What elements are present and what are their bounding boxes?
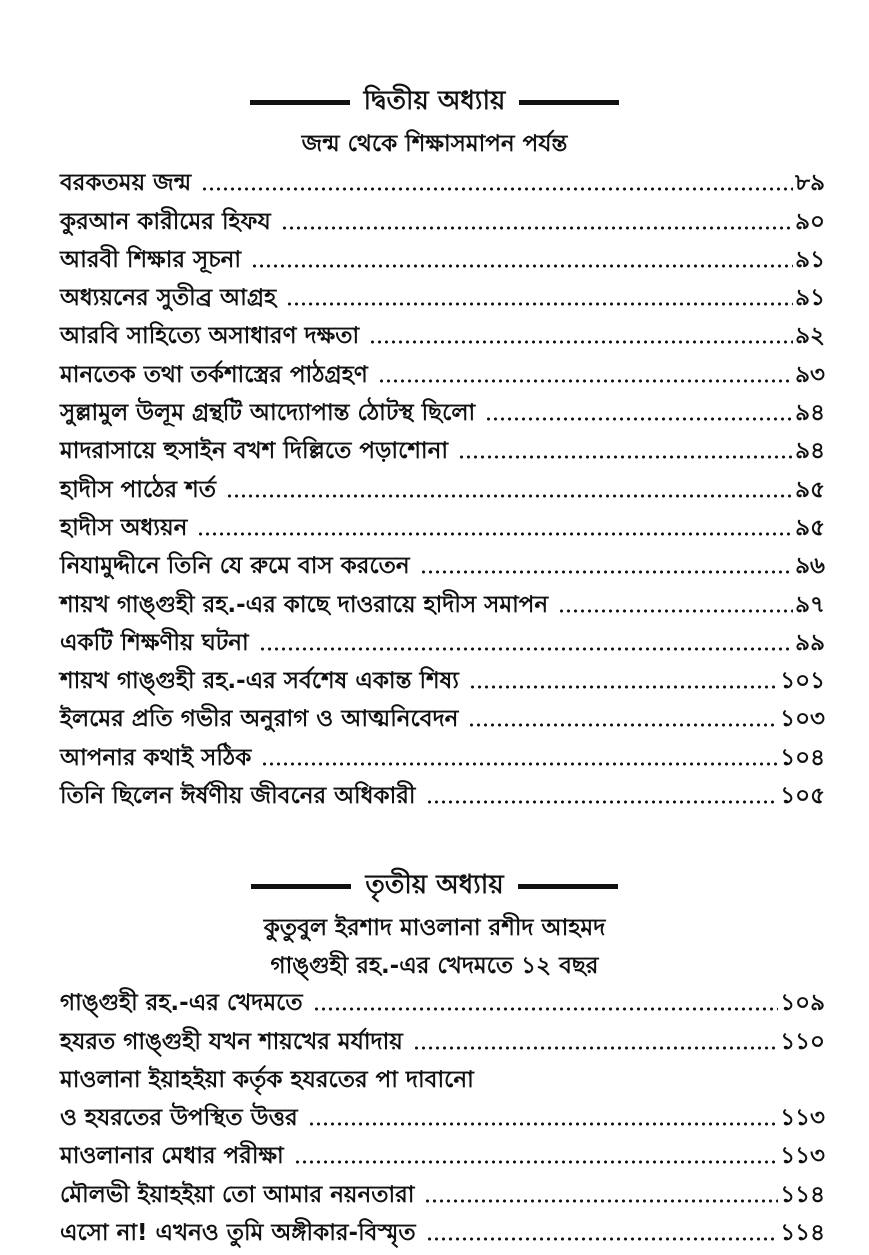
toc-entry-title: মানতেক তথা তর্কশাস্ত্রের পাঠগ্রহণ [60,361,368,388]
toc-entry-page: ১০১ [780,668,825,695]
toc-entry[interactable] [60,466,825,504]
toc-entry[interactable] [60,1057,825,1095]
toc-entry-page: ৯১ [795,285,825,312]
toc-entry-page: ৯৭ [795,591,825,618]
toc-entry[interactable] [60,773,825,811]
dot-leader [420,570,793,574]
toc-entry-title: শায়খ গাঙ্গুহী রহ.-এর কাছে দাওরায়ে হাদীস সমাপন [60,591,549,618]
dot-leader [558,609,793,613]
toc-entry-page: ১১৪ [780,1220,825,1247]
toc-entry[interactable] [60,390,825,428]
dot-leader [197,532,793,536]
toc-entry-page: ৯০ [795,208,825,235]
toc-entry-title: মাওলানার মেধার পরীক্ষা [60,1143,284,1170]
heading-rule-right [519,100,619,105]
dot-leader [426,800,779,804]
toc-entry[interactable] [60,313,825,351]
toc-entry-title: আরবি সাহিত্যে অসাধারণ দক্ষতা [60,323,360,350]
toc-entry-page: ১০৫ [780,783,825,810]
toc-entry[interactable] [60,160,825,198]
toc-entry-title: কুরআন কারীমের হিফয [60,208,271,235]
toc-entry-page: ৯৪ [795,438,825,465]
toc-entry-page: ১০৯ [780,990,825,1017]
toc-entry[interactable] [60,620,825,658]
toc-entry[interactable] [60,658,825,696]
toc-entry-page: ১১৩ [780,1143,825,1170]
dot-leader [226,494,793,498]
toc-entry-page: ৮৯ [795,170,825,197]
toc-entry-page: ১০৪ [780,744,825,771]
dot-leader [426,1237,779,1241]
toc-entry-page: ৯২ [795,323,825,350]
dot-leader [201,187,793,191]
toc-entry-title: গাঙ্গুহী রহ.-এর খেদমতে [60,990,303,1017]
toc-entry-title: মাওলানা ইয়াহইয়া কর্তৃক হযরতের পা দাবানো [60,1066,474,1093]
toc-entry[interactable] [60,275,825,313]
chapter-2-heading [0,82,869,122]
toc-entry-title: একটি শিক্ষণীয় ঘটনা [60,629,249,656]
toc-entry[interactable] [60,543,825,581]
toc-entry-page: ৯৫ [795,514,825,541]
toc-entry[interactable] [60,1171,825,1209]
heading-rule-right [518,884,618,889]
dot-leader [261,762,778,766]
toc-entry-page: ৯৫ [795,476,825,503]
dot-leader [413,1046,778,1050]
toc-entry-page: ৯৯ [795,629,825,656]
chapter-3-heading [0,866,869,906]
toc-entry[interactable] [60,428,825,466]
chapter-3-subtitle-line-1: কুতুবুল ইরশাদ মাওলানা রশীদ আহমদ [263,915,606,941]
toc-entry[interactable] [60,1018,825,1056]
chapter-2-title: দ্বিতীয় অধ্যায় [363,86,506,116]
dot-leader [308,1122,778,1126]
heading-rule-left [251,884,351,889]
toc-entry[interactable] [60,1210,825,1248]
toc-entry-title: এসো না! এখনও তুমি অঙ্গীকার-বিস্মৃত [60,1220,416,1247]
toc-entry[interactable] [60,1133,825,1171]
toc-entry[interactable] [60,980,825,1018]
toc-entry-title: আরবী শিক্ষার সূচনা [60,246,242,273]
dot-leader [424,1199,778,1203]
toc-entry-title: শায়খ গাঙ্গুহী রহ.-এর সর্বশেষ একান্ত শিষ্য [60,668,459,695]
toc-entry[interactable] [60,351,825,389]
toc-entry-title: আপনার কথাই সঠিক [60,744,252,771]
dot-leader [286,302,793,306]
toc-entry[interactable] [60,198,825,236]
toc-entry-title: তিনি ছিলেন ঈর্ষণীয় জীবনের অধিকারী [60,783,416,810]
dot-leader [468,723,778,727]
toc-entry-title: মাদরাসায়ে হুসাইন বখশ দিল্লিতে পড়াশোনা [60,438,449,465]
toc-entry-page: ৯৬ [795,553,825,580]
dot-leader [294,1160,778,1164]
toc-entry-page: ১১৪ [780,1181,825,1208]
toc-entry[interactable] [60,1095,825,1133]
toc-entry-page: ১১০ [780,1028,825,1055]
dot-leader [281,226,793,230]
toc-entry-title: মৌলভী ইয়াহইয়া তো আমার নয়নতারা [60,1181,415,1208]
dot-leader [485,417,793,421]
dot-leader [313,1007,779,1011]
toc-entry-title: অধ্যয়নের সুতীব্র আগ্রহ [60,285,277,312]
chapter-3-toc-list [60,980,825,1248]
heading-rule-left [250,100,350,105]
toc-entry[interactable] [60,581,825,619]
toc-entry-title: বরকতময় জন্ম [60,170,192,197]
dot-leader [469,685,778,689]
chapter-3-title: তৃতীয় অধ্যায় [365,870,504,900]
toc-entry[interactable] [60,734,825,772]
toc-entry-title: হাদীস পাঠের শর্ত [60,476,216,503]
dot-leader [369,340,793,344]
dot-leader [378,379,793,383]
dot-leader [259,647,793,651]
dot-leader [251,264,793,268]
toc-entry-page: ৯৩ [795,361,825,388]
toc-entry-page: ৯৪ [795,400,825,427]
toc-entry[interactable] [60,696,825,734]
toc-entry-title: ও হযরতের উপস্থিত উত্তর [60,1105,298,1132]
toc-entry-title: হযরত গাঙ্গুহী যখন শায়খের মর্যাদায় [60,1028,403,1055]
toc-entry-page: ১১৩ [780,1105,825,1132]
toc-entry-title: ইলমের প্রতি গভীর অনুরাগ ও আত্মনিবেদন [60,706,459,733]
chapter-3-subtitle-line-2: গাঙ্গুহী রহ.-এর খেদমতে ১২ বছর [270,953,599,979]
chapter-2-subtitle: জন্ম থেকে শিক্ষাসমাপন পর্যন্ত [301,131,568,157]
toc-entry-title: সুল্লামুল উলূম গ্রন্থটি আদ্যোপান্ত ঠোটস্থ ছিলো [60,400,476,427]
toc-entry-page: ১০৩ [780,706,825,733]
toc-entry[interactable] [60,505,825,543]
toc-entry-page: ৯১ [795,246,825,273]
toc-entry-title: নিযামুদ্দীনে তিনি যে রুমে বাস করতেন [60,553,410,580]
chapter-2-toc-list [60,160,825,811]
toc-entry-title: হাদীস অধ্যয়ন [60,514,188,541]
toc-entry[interactable] [60,237,825,275]
dot-leader [458,455,793,459]
